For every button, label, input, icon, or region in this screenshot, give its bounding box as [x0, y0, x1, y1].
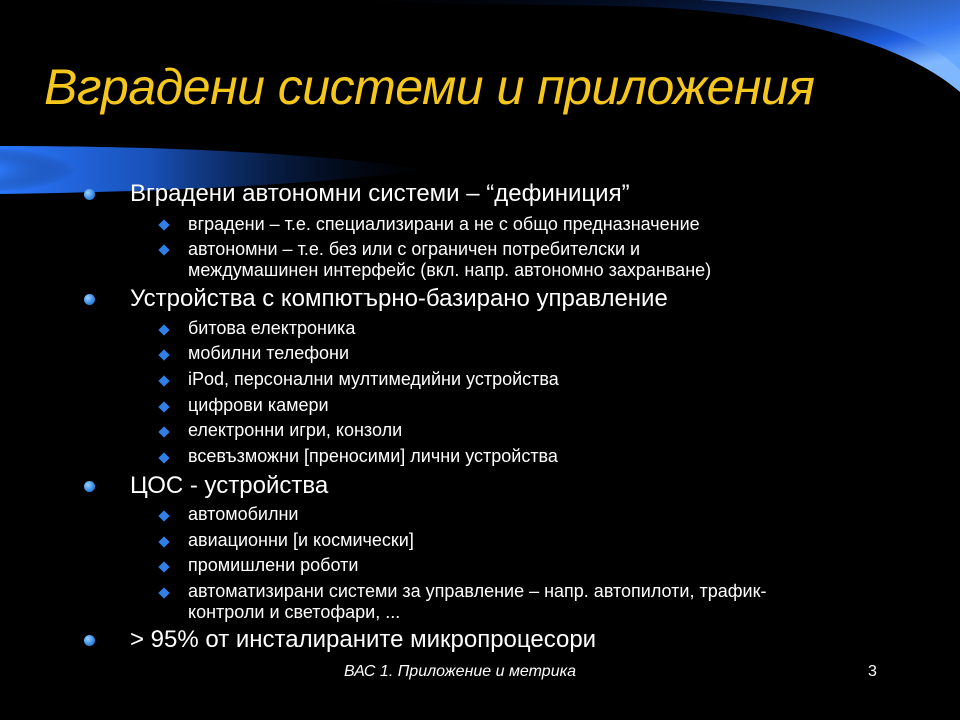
diamond-bullet-icon	[158, 510, 169, 521]
sub-bullet-item: цифрови камери	[188, 395, 329, 415]
slide-footer: ВАС 1. Приложение и метрика	[344, 663, 577, 680]
bullet-dot-icon	[84, 189, 95, 200]
diamond-bullet-icon	[158, 349, 169, 360]
bullet-item: Устройства с компютърно-базирано управление	[130, 285, 668, 312]
sub-bullet-item: всевъзможни [преносими] лични устройства	[188, 446, 558, 466]
diamond-bullet-icon	[158, 561, 169, 572]
diamond-bullet-icon	[158, 244, 169, 255]
sub-bullet-item: електронни игри, конзоли	[188, 420, 403, 440]
diamond-bullet-icon	[158, 587, 169, 598]
sub-bullet-item: промишлени роботи	[188, 555, 359, 575]
bullet-item: Вградени автономни системи – “дефиниция”	[130, 180, 630, 207]
sub-bullet-item: вградени – т.е. специализирани а не с общо предназначение	[188, 214, 700, 234]
sub-bullet-item: мобилни телефони	[188, 343, 350, 363]
slide-title: Вградени системи и приложения	[44, 59, 815, 115]
sub-bullet-item: iPod, персонални мултимедийни устройства	[188, 369, 559, 389]
bullet-dot-icon	[84, 635, 95, 646]
bullet-dot-icon	[84, 481, 95, 492]
sub-bullet-item: автономни – т.е. без или с ограничен потребителски и	[188, 239, 641, 259]
diamond-bullet-icon	[158, 536, 169, 547]
bullet-item: ЦОС - устройства	[130, 472, 329, 499]
sub-bullet-item: автоматизирани системи за управление – напр. автопилоти, трафик-	[188, 581, 767, 601]
diamond-bullet-icon	[158, 401, 169, 412]
bullet-item: > 95% от инсталираните микропроцесори	[130, 626, 597, 653]
sub-bullet-item: авиационни [и космически]	[188, 530, 414, 550]
sub-bullet-item-continued: контроли и светофари, ...	[188, 602, 401, 622]
sub-bullet-item: автомобилни	[188, 504, 299, 524]
bullet-dot-icon	[84, 294, 95, 305]
diamond-bullet-icon	[158, 375, 169, 386]
page-number: 3	[868, 663, 877, 680]
sub-bullet-item: битова електроника	[188, 318, 356, 338]
diamond-bullet-icon	[158, 452, 169, 463]
diamond-bullet-icon	[158, 219, 169, 230]
diamond-bullet-icon	[158, 426, 169, 437]
diamond-bullet-icon	[158, 324, 169, 335]
sub-bullet-item-continued: междумашинен интерфейс (вкл. напр. автономно захранване)	[188, 260, 712, 280]
